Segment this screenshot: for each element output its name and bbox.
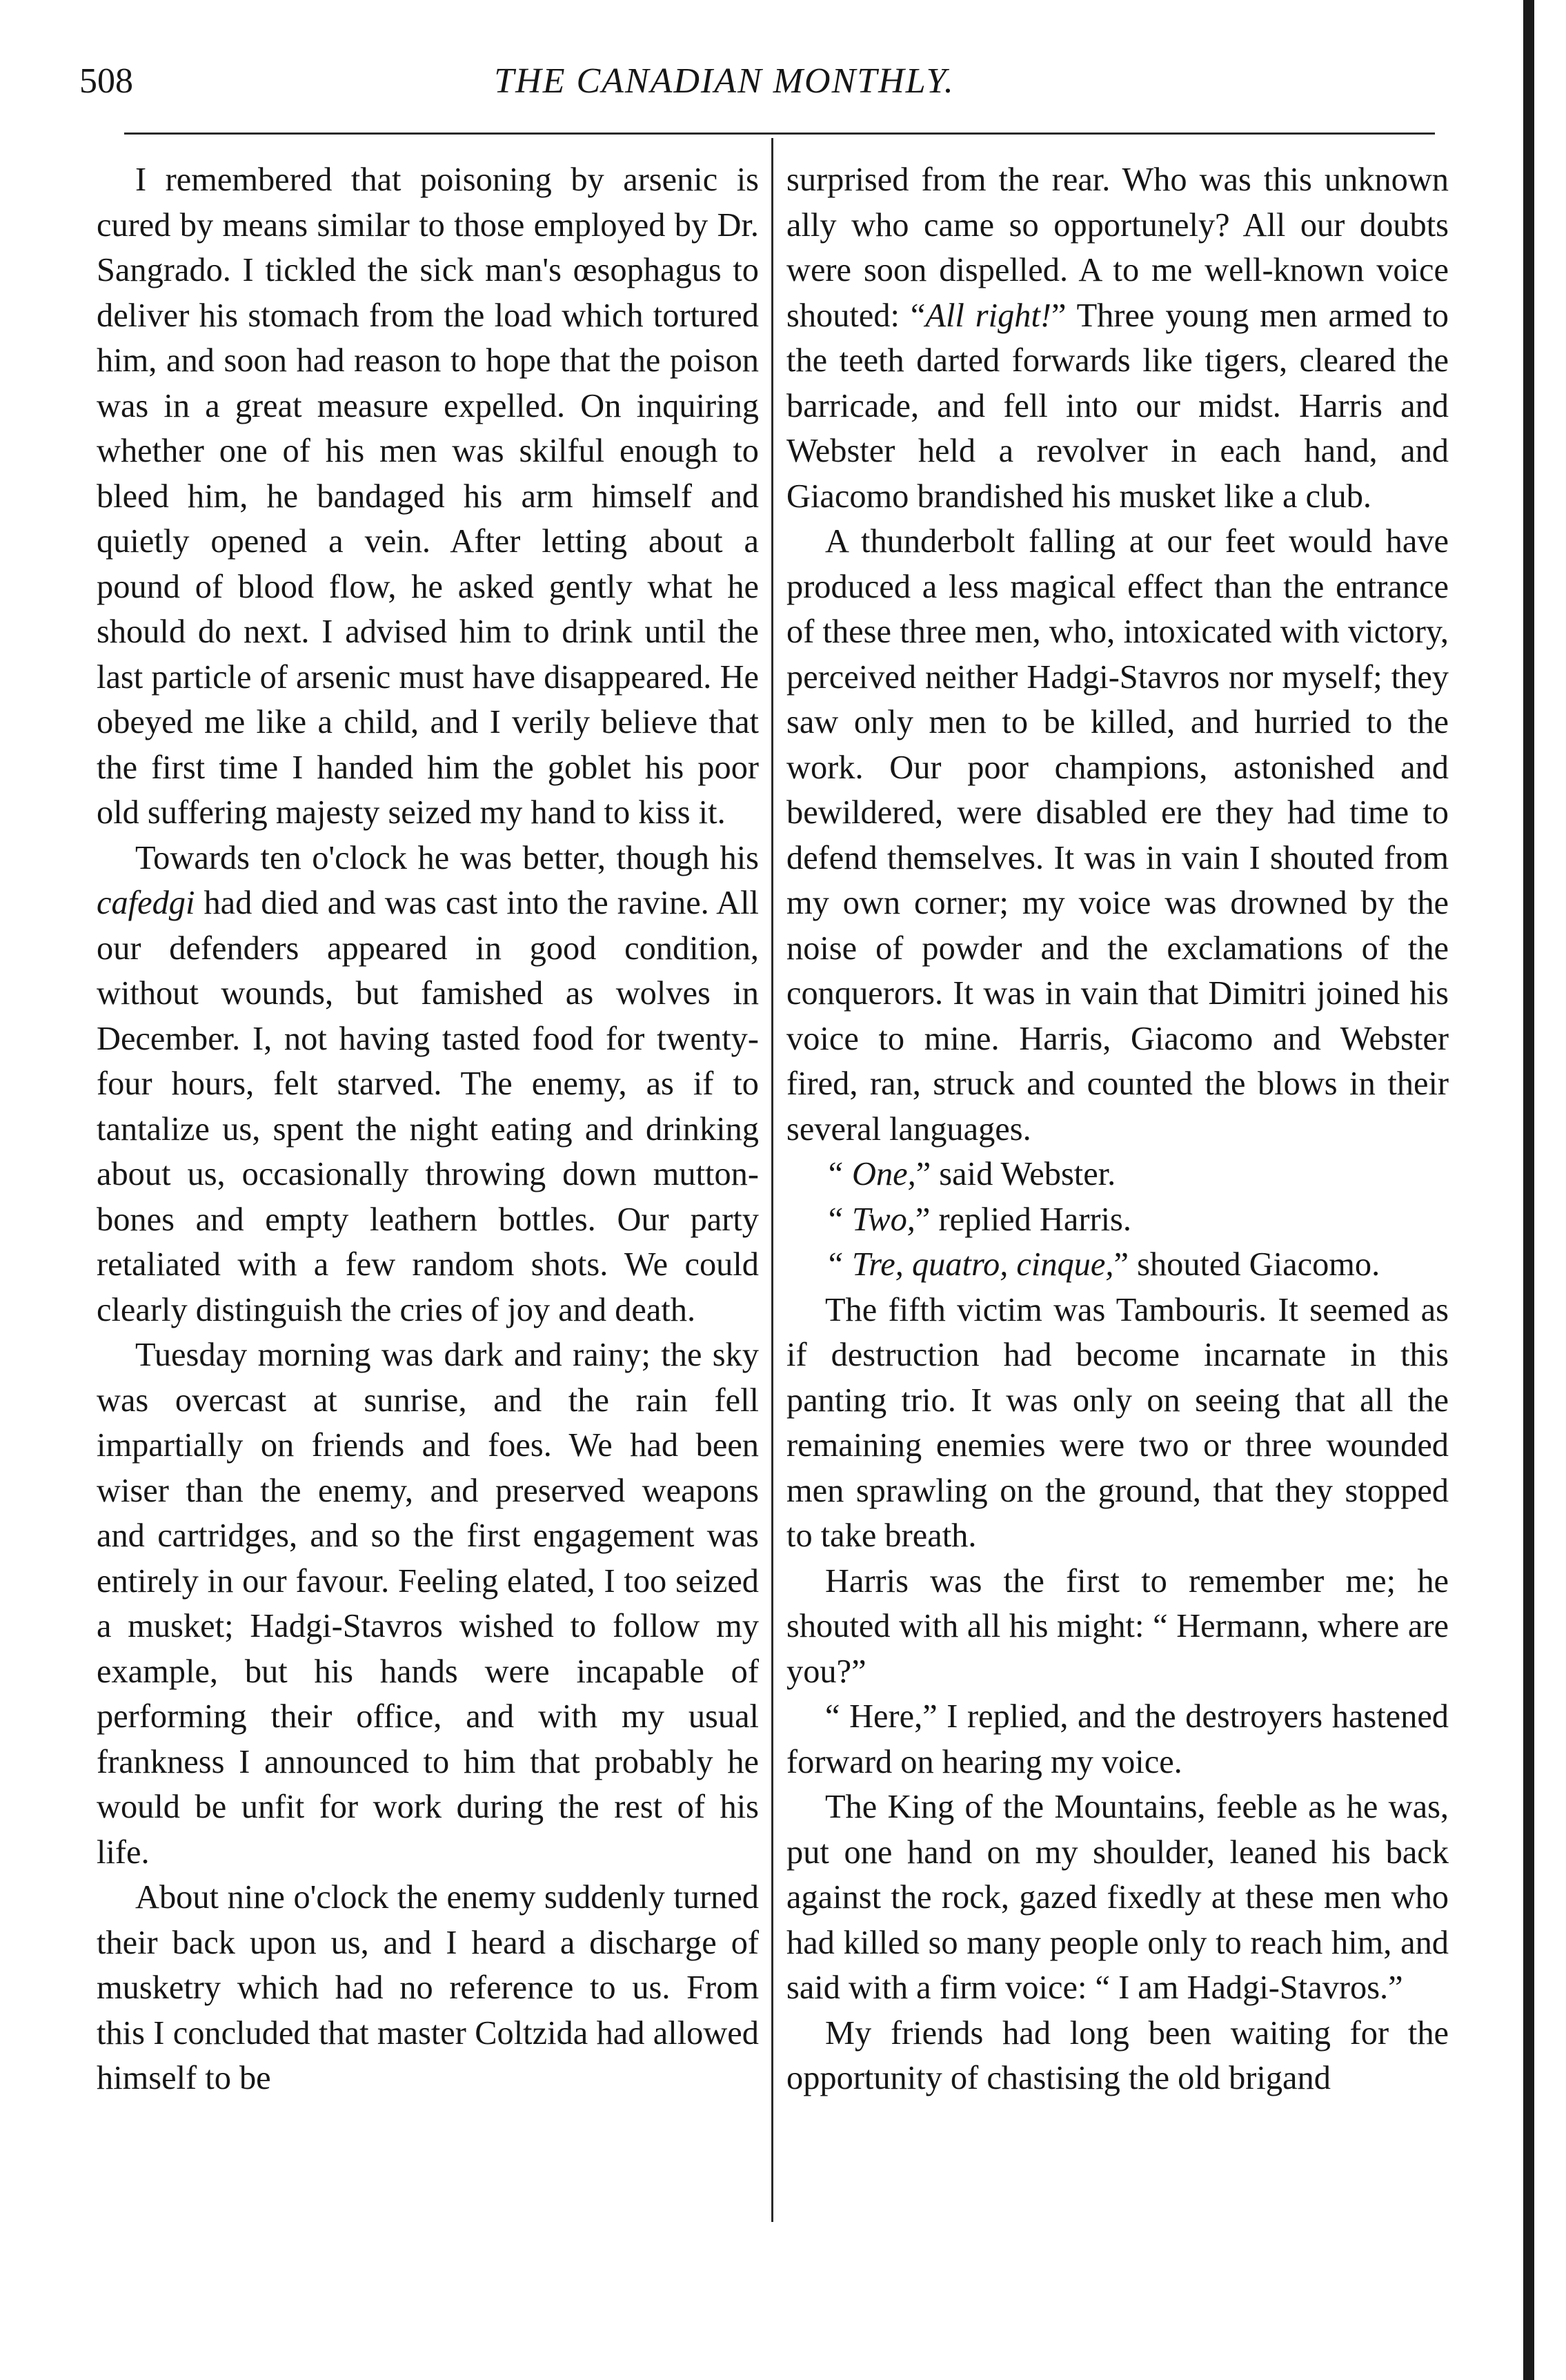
paragraph: The King of the Mountains, feeble as he was, put one hand on my shoulder, leaned his back against the rock, gazed fixedly at these men who had killed so many people only to reach him, and said with a firm voice: “ I am Hadgi-Stavros.” [786, 1789, 1449, 2006]
dialogue-line [786, 1197, 1449, 1243]
italic-term: cafedgi [97, 885, 195, 921]
page-number: 508 [79, 61, 133, 101]
paragraph [97, 836, 759, 1333]
text-run: Towards ten o'clock he was better, though his [135, 839, 759, 876]
right-column [786, 157, 1449, 2310]
text-run: ” shouted Giacomo. [1113, 1246, 1380, 1283]
italic-quote: “ Tre, quatro, cinque, [825, 1246, 1114, 1283]
left-column [97, 157, 759, 2310]
paragraph: The fifth victim was Tambouris. It seemed as if destruction had become incarnate in this panting trio. It was only on seeing that all the remaining enemies were two or three wounded men sprawling on the ground, that they stopped to take breath. [786, 1291, 1449, 1554]
text-run: surprised from the rear. Who was this unknown ally who came so opportunely? All our doubts were soon dispelled. A to me well-known voice shouted: “ [786, 161, 1449, 334]
dialogue-line [786, 1242, 1449, 1288]
paragraph: My friends had long been waiting for the opportunity of chastising the old brigand [786, 2014, 1449, 2096]
paragraph: A thunderbolt falling at our feet would have produced a less magical effect than the entrance of these three men, who, intoxicated with victory, perceived neither Hadgi-Stavros nor myself; they saw only men to be killed, and hurried to the work. Our poor champions, astonished and bewildered, were disabled ere they had time to defend themselves. It was in vain I shouted from my own corner; my voice was drowned by the noise of powder and the exclamations of the conquerors. It was in vain that Dimitri joined his voice to mine. Harris, Giacomo and Webster fired, ran, struck and counted the blows in their several languages. [786, 523, 1449, 1148]
italic-quote: “ One, [825, 1156, 916, 1192]
header-rule [124, 132, 1435, 135]
paragraph-continued [786, 157, 1449, 519]
text-run: ” replied Harris. [915, 1201, 1131, 1238]
running-head: THE CANADIAN MONTHLY. [494, 61, 955, 101]
paragraph: I remembered that poisoning by arsenic is cured by means similar to those employed by Dr. Sangrado. I tickled the sick man's œsophagus to deliver his stomach from the load which tortured him, and soon had reason to hope that the poison was in a great measure expelled. On inquiring whether one of his men was skilful enough to bleed him, he bandaged his arm himself and quietly opened a vein. After letting about a pound of blood flow, he asked gently what he should do next. I advised him to drink until the last particle of arsenic must have disappeared. He obeyed me like a child, and I verily believe that the first time I handed him the goblet his poor old suffering majesty seized my hand to kiss it. [97, 161, 759, 831]
italic-quote: “ Two, [825, 1201, 915, 1238]
text-run: ” said Webster. [915, 1156, 1116, 1192]
dialogue-line [786, 1152, 1449, 1197]
paragraph: Harris was the first to remember me; he shouted with all his might: “ Hermann, where are you?” [786, 1562, 1449, 1690]
text-run: ” Three young men armed to the teeth darted forwards like tigers, cleared the barricade, and fell into our midst. Harris and Webster held a revolver in each hand, and Giacomo brandished his musket like a club. [786, 297, 1449, 515]
paragraph: “ Here,” I replied, and the destroyers hastened forward on hearing my voice. [786, 1698, 1449, 1780]
italic-quote: All right! [925, 297, 1052, 334]
paragraph: About nine o'clock the enemy suddenly turned their back upon us, and I heard a discharge of musketry which had no reference to us. From this I concluded that master Coltzida had allowed himself to be [97, 1879, 759, 2096]
text-run: had died and was cast into the ravine. All our defenders appeared in good condition, without wounds, but famished as wolves in December. I, not having tasted food for twenty-four hours, felt starved. The enemy, as if to tantalize us, spent the night eating and drinking about us, occasionally throwing down mutton-bones and empty leathern bottles. Our party retaliated with a few random shots. We could clearly distinguish the cries of joy and death. [97, 885, 759, 1328]
page-edge-border [1523, 0, 1534, 2380]
column-divider [771, 138, 773, 2222]
paragraph: Tuesday morning was dark and rainy; the sky was overcast at sunrise, and the rain fell impartially on friends and foes. We had been wiser than the enemy, and preserved weapons and cartridges, and so the first engagement was entirely in our favour. Feeling elated, I too seized a musket; Hadgi-Stavros wished to follow my example, but his hands were incapable of performing their office, and with my usual frankness I announced to him that probably he would be unfit for work during the rest of his life. [97, 1337, 759, 1871]
